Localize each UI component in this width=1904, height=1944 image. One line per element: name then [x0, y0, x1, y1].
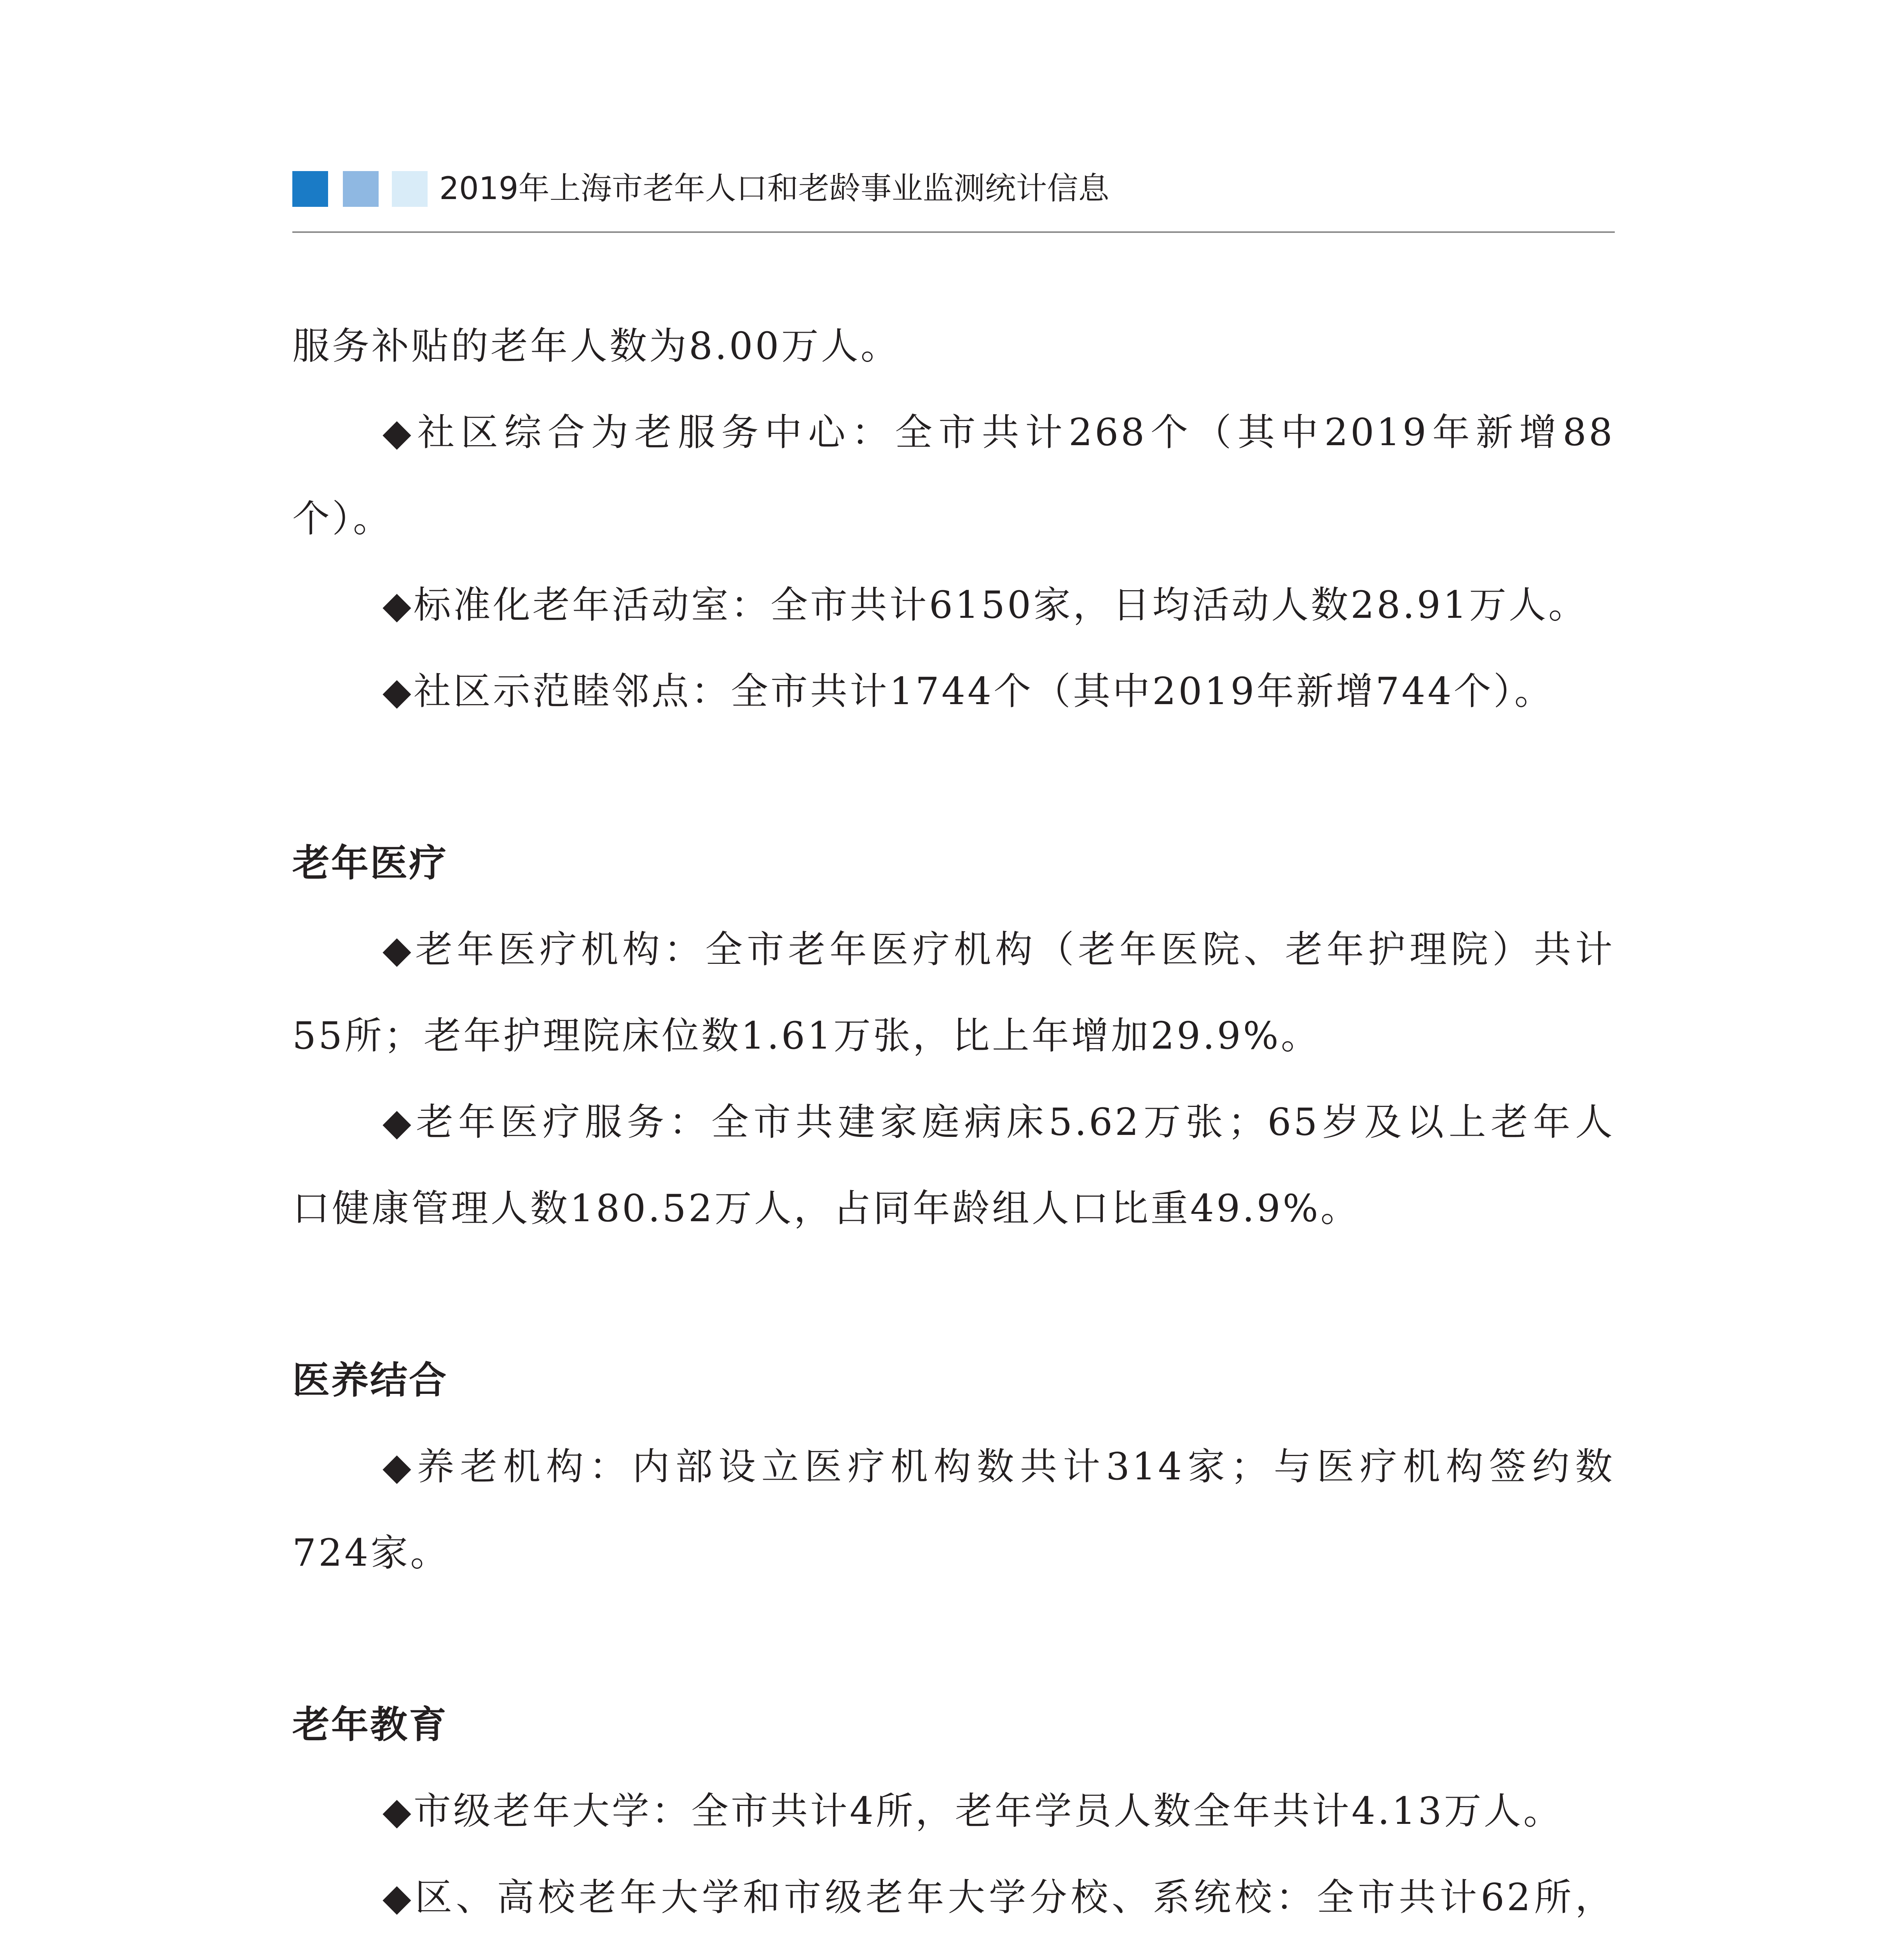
- service-subsidy-line: 服务补贴的老年人数为8.00万人。: [292, 324, 900, 368]
- community-center-item-line-1: ◆社区综合为老服务中心：全市共计268个（其中2019年新增88: [383, 411, 1615, 454]
- header-title: 2019年上海市老年人口和老龄事业监测统计信息: [439, 170, 1109, 206]
- header-divider: [292, 231, 1615, 233]
- section-heading-medical: 老年医疗: [292, 841, 448, 885]
- medical-service-item-line-1: ◆老年医疗服务：全市共建家庭病床5.62万张；65岁及以上老年人: [383, 1100, 1615, 1144]
- activity-room-item: ◆标准化老年活动室：全市共计6150家，日均活动人数28.91万人。: [383, 583, 1588, 627]
- medical-institution-item-line-1: ◆老年医疗机构：全市老年医疗机构（老年医院、老年护理院）共计: [383, 928, 1615, 971]
- municipal-university-item: ◆市级老年大学：全市共计4所，老年学员人数全年共计4.13万人。: [383, 1789, 1563, 1833]
- district-university-item-line-1: ◆区、高校老年大学和市级老年大学分校、系统校：全市共计62所，: [383, 1876, 1615, 1919]
- medical-service-item-line-2: 口健康管理人数180.52万人，占同年龄组人口比重49.9%。: [292, 1187, 1360, 1230]
- medical-institution-item-line-2: 55所；老年护理院床位数1.61万张，比上年增加29.9%。: [292, 1014, 1321, 1058]
- elderly-care-item-line-1: ◆养老机构：内部设立医疗机构数共计314家；与医疗机构签约数: [383, 1445, 1615, 1488]
- header-square-medium: [343, 171, 379, 207]
- neighborhood-point-item: ◆社区示范睦邻点：全市共计1744个（其中2019年新增744个）。: [383, 670, 1554, 713]
- running-header: [292, 171, 1615, 233]
- section-heading-integration: 医养结合: [292, 1358, 448, 1402]
- header-square-dark: [292, 171, 328, 207]
- section-heading-education: 老年教育: [292, 1703, 448, 1746]
- header-square-light: [392, 171, 428, 207]
- elderly-care-item-line-2: 724家。: [292, 1531, 450, 1575]
- community-center-item-line-2: 个）。: [292, 497, 393, 540]
